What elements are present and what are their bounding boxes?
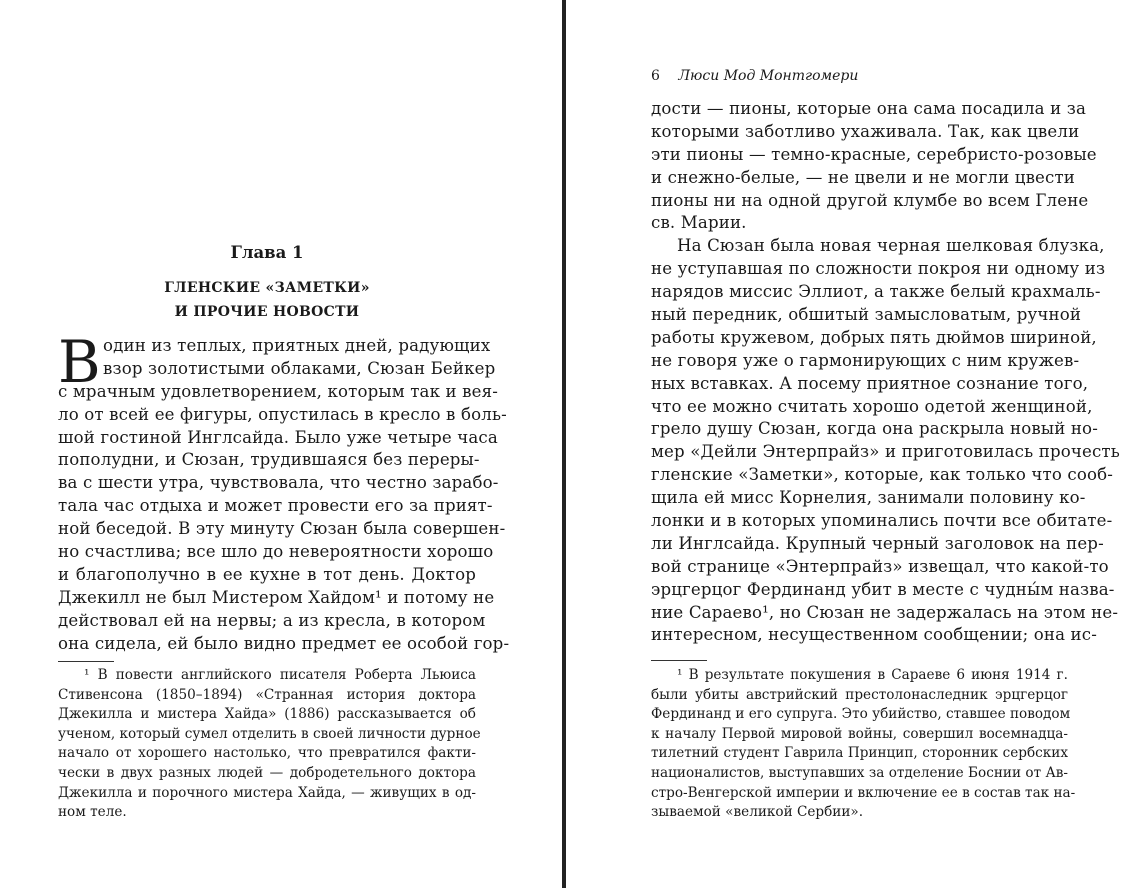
- chapter-title-line-2: И ПРОЧИЕ НОВОСТИ: [174, 304, 360, 320]
- footnote-line: к началу Первой мировой войны, совершил восемнадца-: [651, 725, 1068, 742]
- chapter-title: [58, 276, 476, 324]
- footnote-line: ном теле.: [58, 804, 127, 821]
- text-line: тала час отдыха и может провести его за прият-: [58, 496, 493, 516]
- text-line: ных вставках. А посему приятное сознание того,: [651, 373, 1089, 393]
- text-line: св. Марии.: [651, 213, 747, 233]
- text-line: грело душу Сюзан, когда она раскрыла новый но-: [651, 419, 1098, 439]
- left-footnote: [58, 666, 481, 823]
- footnote-line: ученом, который сумел отделить в своей личности дурное: [58, 725, 481, 742]
- text-line: не говоря уже о гармонирующих с ним кружев-: [651, 350, 1080, 370]
- footnote-line: чески в двух разных людей — добродетельного доктора: [58, 764, 476, 781]
- text-line: дости — пионы, которые она сама посадила и за: [651, 99, 1086, 118]
- running-title: Люси Мод Монтгомери: [678, 68, 859, 84]
- footnote-rule: [58, 661, 114, 662]
- chapter-title-line-1: ГЛЕНСКИЕ «ЗАМЕТКИ»: [164, 280, 370, 296]
- footnote-line: тилетний студент Гаврила Принцип, сторонник сербских: [651, 745, 1068, 762]
- text-line: ли Инглсайда. Крупный черный заголовок на пер-: [651, 533, 1104, 553]
- text-line: эти пионы — темно-красные, серебристо-розовые: [651, 144, 1097, 164]
- text-line: взор золотистыми облаками, Сюзан Бейкер: [103, 358, 496, 378]
- text-line: вой странице «Энтерпрайз» извещал, что какой-то: [651, 556, 1109, 576]
- text-line: она сидела, ей было видно предмет ее особой гор-: [58, 633, 510, 653]
- right-footnote: [651, 666, 1076, 823]
- chapter-label: Глава 1: [230, 243, 304, 262]
- footnote-line: Джекилла и мистера Хайда» (1886) рассказывается об: [58, 706, 476, 723]
- footnote-line: начало от хорошего настолько, что превратился факти-: [58, 745, 476, 762]
- drop-cap: В: [58, 328, 101, 396]
- left-page: [0, 0, 562, 888]
- text-line: что ее можно считать хорошо одетой женщиной,: [651, 396, 1093, 416]
- text-line: интересном, несущественном сообщении; она ис-: [651, 625, 1097, 645]
- text-line: пополудни, и Сюзан, трудившаяся без переры-: [58, 450, 480, 470]
- footnote-line: Стивенсона (1850–1894) «Странная история доктора: [58, 686, 476, 703]
- text-line: Джекилл не был Мистером Хайдом¹ и потому не: [58, 587, 495, 607]
- text-line: с мрачным удовлетворением, которым так и вея-: [58, 381, 499, 401]
- text-line: и снежно-белые, — не цвели и не могли цвести: [651, 167, 1076, 187]
- footnote-line: националистов, выступавших за отделение Боснии от Ав-: [651, 764, 1068, 781]
- text-line: работы кружевом, добрых пять дюймов шириной,: [651, 327, 1097, 347]
- footnote-line: ¹ В результате покушения в Сараеве 6 июня 1914 г.: [677, 667, 1068, 683]
- footnote-line: Джекилла и порочного мистера Хайда, — живущих в од-: [58, 784, 476, 801]
- text-line: один из теплых, приятных дней, радующих: [103, 336, 491, 355]
- text-line: ло от всей ее фигуры, опустилась в кресло в боль-: [58, 404, 507, 424]
- text-line: нарядов миссис Эллиот, а также белый крахмаль-: [651, 282, 1101, 302]
- running-header: [651, 68, 858, 84]
- text-line: гленские «Заметки», которые, как только что сооб-: [651, 465, 1114, 485]
- text-line: лонки и в которых упоминались почти все обитате-: [651, 511, 1113, 531]
- footnote-line: стро-Венгерской империи и включение ее в состав так на-: [651, 784, 1076, 801]
- text-line: щила ей мисс Корнелия, занимали половину ко-: [651, 488, 1086, 508]
- footnote-line: зываемой «великой Сербии».: [651, 804, 864, 821]
- left-body-text: [58, 328, 510, 655]
- right-body-text: [651, 98, 1120, 647]
- footnote-line: ¹ В повести английского писателя Роберта Льюиса: [84, 667, 476, 683]
- right-page: [566, 0, 1128, 888]
- page-number: 6: [651, 68, 660, 84]
- text-line: шой гостиной Инглсайда. Было уже четыре часа: [58, 427, 498, 447]
- text-line: не уступавшая по сложности покроя ни одному из: [651, 259, 1106, 279]
- text-line: ние Сараево¹, но Сюзан не задержалась на этом не-: [651, 602, 1119, 622]
- text-line: действовал ей на нервы; а из кресла, в котором: [58, 610, 486, 630]
- text-line: и благополучно в ее кухне в тот день. Доктор: [58, 564, 476, 584]
- footnote-rule: [651, 660, 707, 661]
- text-line: эрцгерцог Фердинанд убит в месте с чудны́м назва-: [651, 579, 1115, 599]
- text-line: ва с шести утра, чувствовала, что честно зарабо-: [58, 473, 499, 493]
- footnote-line: были убиты австрийский престолонаследник эрцгерцог: [651, 686, 1068, 703]
- text-line: которыми заботливо ухаживала. Так, как цвели: [651, 121, 1080, 141]
- text-line: ной беседой. В эту минуту Сюзан была совершен-: [58, 519, 506, 539]
- text-line: пионы ни на одной другой клумбе во всем Глене: [651, 190, 1089, 210]
- footnote-line: Фердинанд и его супруга. Это убийство, ставшее поводом: [651, 706, 1071, 723]
- text-line: мер «Дейли Энтерпрайз» и приготовилась прочесть: [651, 442, 1120, 462]
- text-line: На Сюзан была новая черная шелковая блузка,: [677, 236, 1105, 256]
- text-line: но счастлива; все шло до невероятности хорошо: [58, 542, 494, 562]
- text-line: ный передник, обшитый замысловатым, ручной: [651, 305, 1082, 325]
